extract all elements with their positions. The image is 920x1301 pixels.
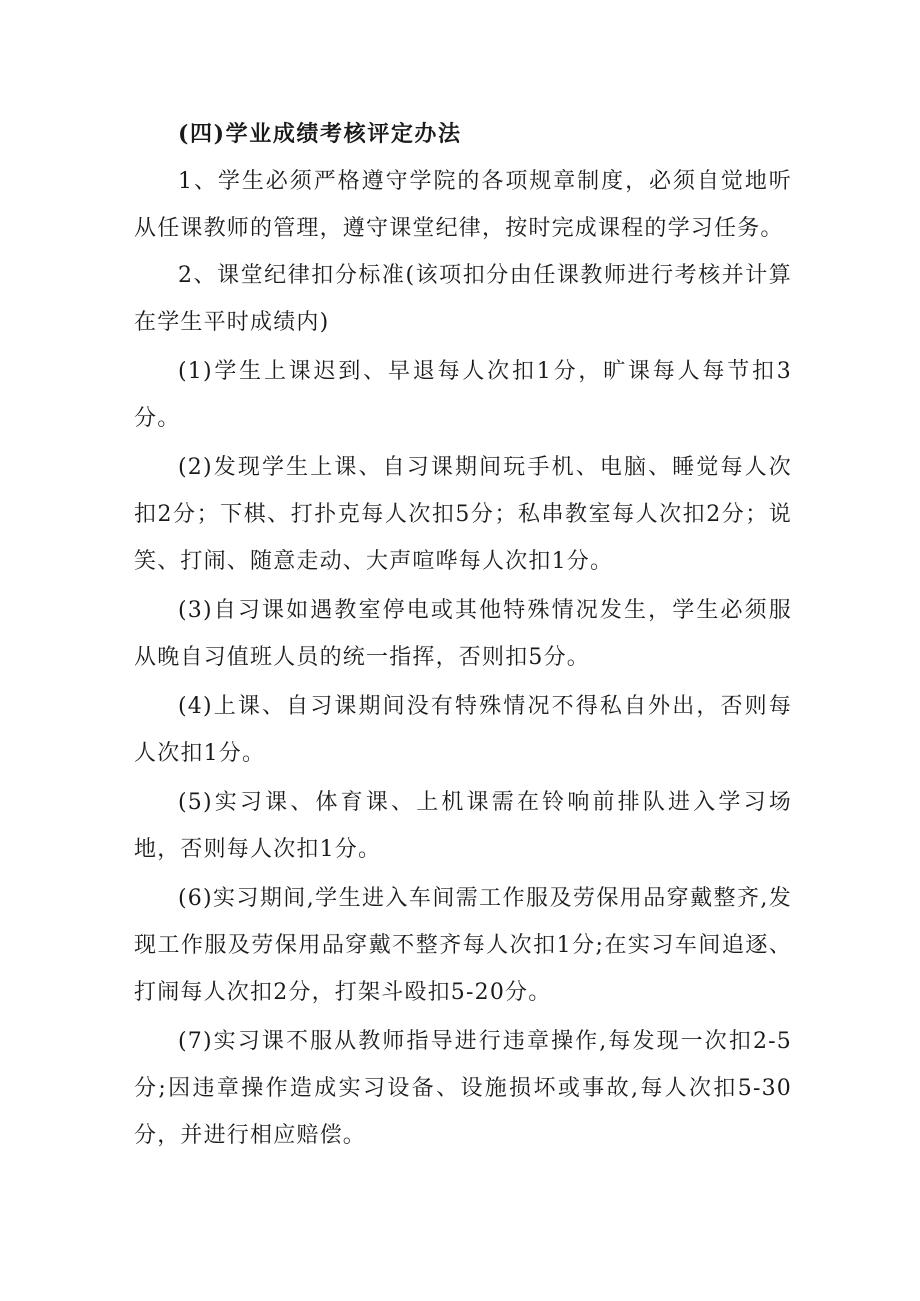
- rule-paragraph-1: 1、学生必须严格遵守学院的各项规章制度，必须自觉地听从任课教师的管理，遵守课堂纪律，按时完成课程的学习任务。: [134, 169, 792, 241]
- rule-paragraph-2: 2、课堂纪律扣分标准(该项扣分由任课教师进行考核并计算在学生平时成绩内): [134, 263, 792, 335]
- rule-item-4: (4)上课、自习课期间没有特殊情况不得私自外出，否则每人次扣1分。: [134, 694, 792, 766]
- document-body: [134, 110, 792, 1159]
- rule-item-5: (5)实习课、体育课、上机课需在铃响前排队进入学习场地，否则每人次扣1分。: [134, 790, 792, 862]
- rule-item-7: (7)实习课不服从教师指导进行违章操作,每发现一次扣2-5分;因违章操作造成实习设备、设施损坏或事故,每人次扣5-30分，并进行相应赔偿。: [134, 1029, 792, 1148]
- rule-item-2: (2)发现学生上课、自习课期间玩手机、电脑、睡觉每人次扣2分；下棋、打扑克每人次扣5分；私串教室每人次扣2分；说笑、打闹、随意走动、大声喧哗每人次扣1分。: [134, 455, 792, 574]
- rule-item-3: (3)自习课如遇教室停电或其他特殊情况发生，学生必须服从晚自习值班人员的统一指挥，否则扣5分。: [134, 598, 792, 670]
- section-title: (四)学业成绩考核评定办法: [178, 121, 462, 147]
- rule-item-6: (6)实习期间,学生进入车间需工作服及劳保用品穿戴整齐,发现工作服及劳保用品穿戴不整齐每人次扣1分;在实习车间追逐、打闹每人次扣2分，打架斗殴扣5-20分。: [134, 886, 792, 1005]
- rule-item-1: (1)学生上课迟到、早退每人次扣1分，旷课每人每节扣3分。: [134, 359, 792, 431]
